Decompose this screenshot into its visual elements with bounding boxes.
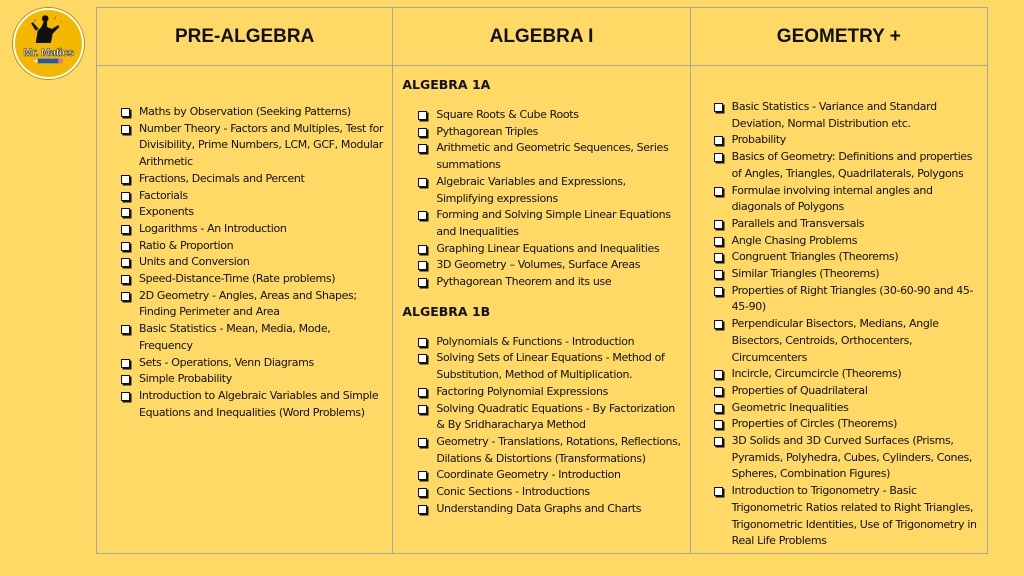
- topic-item: [121, 254, 384, 271]
- topic-text: Geometric Inequalities: [731, 400, 849, 414]
- algebra-1a-heading: ALGEBRA 1A: [402, 77, 491, 92]
- topic-item: [714, 183, 981, 216]
- topic-text: Polynomials & Functions - Introduction: [436, 334, 635, 348]
- topic-item: [714, 266, 981, 283]
- topic-text: Fractions, Decimals and Percent: [139, 171, 305, 185]
- topic-text: Properties of Circles (Theorems): [731, 417, 898, 431]
- topic-item: [714, 233, 981, 250]
- topic-item: [121, 271, 384, 288]
- checkbox-bullet-icon: [121, 325, 130, 334]
- topic-item: [121, 371, 384, 388]
- topic-item: [714, 400, 981, 417]
- svg-text:x: x: [33, 18, 36, 23]
- checkbox-bullet-icon: [714, 370, 723, 379]
- topic-text: 3D Solids and 3D Curved Surfaces (Prisms, Pyramids, Polyhedra, Cubes, Cylinders, Cones, Spheres, Combination Figures): [731, 434, 973, 481]
- topic-text: Factorials: [139, 188, 188, 202]
- checkbox-bullet-icon: [418, 278, 427, 287]
- topic-item: [418, 107, 683, 124]
- checkbox-bullet-icon: [714, 237, 723, 246]
- checkbox-bullet-icon: [418, 338, 427, 347]
- topic-text: Angle Chasing Problems: [731, 233, 858, 247]
- topic-item: [418, 501, 683, 518]
- checkbox-bullet-icon: [714, 320, 723, 329]
- checkbox-bullet-icon: [418, 354, 427, 363]
- checkbox-bullet-icon: [714, 287, 723, 296]
- topic-text: Introduction to Trigonometry - Basic Trigonometric Ratios related to Right Triangles, Trigonometric Identities, Use of Trigonometry in Real Life Problems: [731, 484, 977, 548]
- svg-text:√: √: [53, 15, 57, 21]
- topic-text: Arithmetic and Geometric Sequences, Series summations: [436, 141, 669, 172]
- topic-item: [418, 207, 683, 240]
- checkbox-bullet-icon: [121, 225, 130, 234]
- topic-text: Exponents: [139, 205, 194, 219]
- topic-item: [121, 238, 384, 255]
- topic-item: [121, 121, 384, 171]
- checkbox-bullet-icon: [418, 178, 427, 187]
- checkbox-bullet-icon: [418, 471, 427, 480]
- topic-item: [121, 388, 384, 421]
- topic-text: Parallels and Transversals: [731, 216, 865, 230]
- topic-text: Forming and Solving Simple Linear Equations and Inequalities: [436, 208, 671, 238]
- topic-text: Incircle, Circumcircle (Theorems): [731, 367, 902, 381]
- checkbox-bullet-icon: [418, 245, 427, 254]
- checkbox-bullet-icon: [418, 128, 427, 137]
- topic-text: Speed-Distance-Time (Rate problems): [139, 272, 336, 286]
- topic-item: [121, 221, 384, 238]
- checkbox-bullet-icon: [121, 359, 130, 368]
- topic-text: 3D Geometry – Volumes, Surface Areas: [436, 258, 641, 272]
- checkbox-bullet-icon: [418, 144, 427, 153]
- topic-text: Square Roots & Cube Roots: [436, 108, 579, 121]
- topic-text: Number Theory - Factors and Multiples, Test for Divisibility, Prime Numbers, LCM, GCF, Modular Arithmetic: [139, 121, 384, 169]
- topic-text: Congruent Triangles (Theorems): [731, 250, 899, 264]
- teacher-pencil-logo-icon: [15, 10, 82, 77]
- checkbox-bullet-icon: [121, 275, 130, 284]
- topic-text: Properties of Right Triangles (30-60-90 and 45-45-90): [731, 283, 974, 314]
- topic-text: Conic Sections - Introductions: [436, 485, 590, 499]
- mr-matics-logo: [13, 8, 84, 79]
- topic-item: [418, 241, 683, 258]
- topic-item: [121, 288, 384, 321]
- logo-text: Mr. Matics: [23, 47, 74, 59]
- checkbox-bullet-icon: [418, 388, 427, 397]
- checkbox-bullet-icon: [714, 220, 723, 229]
- topic-item: [418, 140, 683, 173]
- topic-text: Pythagorean Triples: [436, 124, 539, 138]
- topic-text: Basic Statistics - Mean, Media, Mode, Frequency: [139, 322, 331, 352]
- checkbox-bullet-icon: [418, 488, 427, 497]
- topic-text: Algebraic Variables and Expressions, Simplifying expressions: [436, 174, 626, 205]
- topic-item: [714, 483, 981, 550]
- checkbox-bullet-icon: [714, 437, 723, 446]
- pre-algebra-cell: [97, 66, 393, 554]
- topic-item: [121, 355, 384, 372]
- topic-item: [714, 433, 981, 483]
- checkbox-bullet-icon: [418, 438, 427, 447]
- topic-text: Ratio & Proportion: [139, 238, 234, 252]
- topic-text: Basic Statistics - Variance and Standard Deviation, Normal Distribution etc.: [731, 100, 937, 130]
- checkbox-bullet-icon: [714, 404, 723, 413]
- pre-algebra-topic-list: [121, 104, 384, 421]
- topic-text: Sets - Operations, Venn Diagrams: [139, 355, 314, 369]
- topic-text: Maths by Observation (Seeking Patterns): [139, 105, 351, 118]
- topic-text: Formulae involving internal angles and diagonals of Polygons: [731, 183, 933, 214]
- topic-text: Simple Probability: [139, 372, 232, 386]
- topic-text: 2D Geometry - Angles, Areas and Shapes; Finding Perimeter and Area: [139, 288, 357, 319]
- curriculum-table: [96, 7, 988, 554]
- checkbox-bullet-icon: [121, 175, 130, 184]
- topic-item: [714, 216, 981, 233]
- checkbox-bullet-icon: [714, 153, 723, 162]
- checkbox-bullet-icon: [714, 136, 723, 145]
- checkbox-bullet-icon: [121, 392, 130, 401]
- topic-item: [121, 104, 384, 121]
- topic-item: [714, 416, 981, 433]
- topic-text: Coordinate Geometry - Introduction: [436, 468, 621, 482]
- topic-item: [418, 484, 683, 501]
- topic-item: [714, 366, 981, 383]
- column-header-algebra-i: ALGEBRA I: [393, 8, 690, 66]
- checkbox-bullet-icon: [418, 261, 427, 270]
- checkbox-bullet-icon: [121, 208, 130, 217]
- topic-text: Understanding Data Graphs and Charts: [436, 501, 642, 515]
- checkbox-bullet-icon: [714, 387, 723, 396]
- topic-item: [714, 283, 981, 316]
- algebra-1a-topic-list: [402, 107, 683, 291]
- checkbox-bullet-icon: [714, 487, 723, 496]
- algebra-1b-topic-list: [402, 334, 683, 518]
- header-row: [97, 8, 988, 66]
- checkbox-bullet-icon: [714, 103, 723, 112]
- topic-item: [714, 249, 981, 266]
- svg-text:+: +: [60, 20, 63, 25]
- topic-item: [714, 132, 981, 149]
- topic-item: [714, 99, 981, 132]
- checkbox-bullet-icon: [714, 420, 723, 429]
- topic-item: [418, 274, 683, 291]
- topic-item: [418, 350, 683, 383]
- topic-text: Solving Sets of Linear Equations - Method of Substitution, Method of Multiplication.: [436, 351, 665, 382]
- topic-item: [418, 124, 683, 141]
- topic-item: [714, 383, 981, 400]
- topic-text: Perpendicular Bisectors, Medians, Angle Bisectors, Centroids, Orthocenters, Circumcenters: [731, 317, 939, 364]
- checkbox-bullet-icon: [418, 405, 427, 414]
- column-header-pre-algebra: PRE-ALGEBRA: [97, 8, 393, 66]
- topic-item: [418, 257, 683, 274]
- topic-item: [418, 434, 683, 467]
- topic-text: Geometry - Translations, Rotations, Reflections, Dilations & Distortions (Transformations): [436, 434, 681, 465]
- topic-item: [418, 334, 683, 351]
- content-row: [97, 66, 988, 554]
- topic-text: Units and Conversion: [139, 255, 250, 269]
- checkbox-bullet-icon: [121, 258, 130, 267]
- checkbox-bullet-icon: [418, 505, 427, 514]
- column-header-geometry: GEOMETRY +: [690, 8, 987, 66]
- topic-text: Basics of Geometry: Definitions and properties of Angles, Triangles, Quadrilaterals, Polygons: [731, 150, 973, 180]
- checkbox-bullet-icon: [121, 125, 130, 134]
- topic-text: Solving Quadratic Equations - By Factorization & By Sridharacharya Method: [436, 401, 675, 432]
- topic-item: [418, 174, 683, 207]
- algebra-i-cell: [393, 66, 690, 554]
- topic-item: [714, 316, 981, 366]
- topic-text: Pythagorean Theorem and its use: [436, 275, 612, 289]
- topic-text: Similar Triangles (Theorems): [731, 267, 880, 281]
- topic-text: Graphing Linear Equations and Inequalities: [436, 241, 660, 255]
- topic-item: [121, 321, 384, 354]
- checkbox-bullet-icon: [418, 211, 427, 220]
- checkbox-bullet-icon: [121, 242, 130, 251]
- topic-item: [121, 188, 384, 205]
- checkbox-bullet-icon: [714, 253, 723, 262]
- checkbox-bullet-icon: [121, 292, 130, 301]
- checkbox-bullet-icon: [418, 111, 427, 120]
- geometry-topic-list: [714, 99, 981, 550]
- topic-text: Logarithms - An Introduction: [139, 221, 287, 235]
- topic-item: [121, 204, 384, 221]
- topic-text: Factoring Polynomial Expressions: [436, 384, 609, 398]
- checkbox-bullet-icon: [714, 187, 723, 196]
- checkbox-bullet-icon: [121, 375, 130, 384]
- topic-item: [121, 171, 384, 188]
- topic-item: [418, 384, 683, 401]
- algebra-1b-heading: ALGEBRA 1B: [402, 303, 491, 319]
- topic-text: Probability: [731, 133, 786, 147]
- topic-item: [714, 149, 981, 182]
- topic-text: Introduction to Algebraic Variables and Simple Equations and Inequalities (Word Problems): [139, 388, 379, 419]
- topic-text: Properties of Quadrilateral: [731, 383, 868, 397]
- geometry-cell: [690, 66, 987, 554]
- checkbox-bullet-icon: [121, 108, 130, 117]
- topic-item: [418, 401, 683, 434]
- topic-item: [418, 467, 683, 484]
- checkbox-bullet-icon: [121, 192, 130, 201]
- checkbox-bullet-icon: [714, 270, 723, 279]
